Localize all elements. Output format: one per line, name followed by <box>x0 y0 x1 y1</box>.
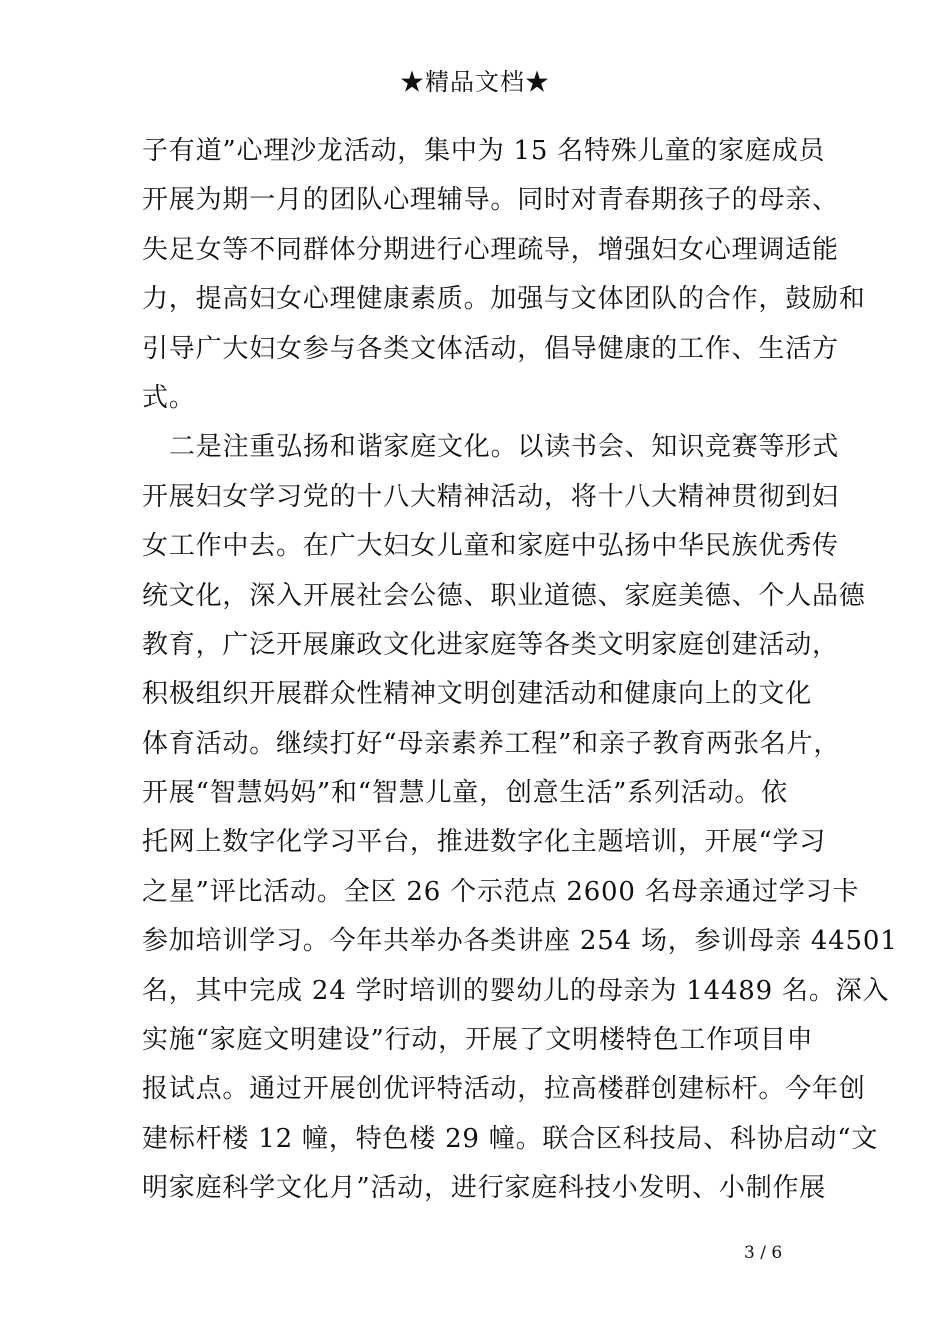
text-line: 参加培训学习。今年共举办各类讲座 254 场，参训母亲 44501 <box>142 926 898 957</box>
document-header-title: ★精品文档★ <box>400 68 550 96</box>
text-line: 建标杆楼 12 幢，特色楼 29 幢。联合区科技局、科协启动“文 <box>142 1123 879 1154</box>
text-line: 体育活动。继续打好“母亲素养工程”和亲子教育两张名片， <box>142 728 841 759</box>
text-line: 力，提高妇女心理健康素质。加强与文体团队的合作，鼓励和 <box>142 284 866 315</box>
text-line: 之星”评比活动。全区 26 个示范点 2600 名母亲通过学习卡 <box>142 876 860 907</box>
text-line: 实施“家庭文明建设”行动，开展了文明楼特色工作项目申 <box>142 1025 814 1056</box>
paragraph-start-line: 二是注重弘扬和谐家庭文化。以读书会、知识竞赛等形式 <box>169 432 840 463</box>
text-line: 失足女等不同群体分期进行心理疏导，增强妇女心理调适能 <box>142 234 839 265</box>
text-line: 开展妇女学习党的十八大精神活动，将十八大精神贯彻到妇 <box>142 481 839 512</box>
text-line: 统文化，深入开展社会公德、职业道德、家庭美德、个人品德 <box>142 580 866 611</box>
text-line: 式。 <box>142 382 196 413</box>
text-line: 女工作中去。在广大妇女儿童和家庭中弘扬中华民族优秀传 <box>142 531 839 562</box>
text-line: 名，其中完成 24 学时培训的婴幼儿的母亲为 14489 名。深入 <box>142 975 890 1006</box>
text-line: 开展为期一月的团队心理辅导。同时对青春期孩子的母亲、 <box>142 185 839 216</box>
text-line: 引导广大妇女参与各类文体活动，倡导健康的工作、生活方 <box>142 333 839 364</box>
page-number: 3 / 6 <box>744 1243 783 1263</box>
text-line: 教育，广泛开展廉政文化进家庭等各类文明家庭创建活动， <box>142 629 839 660</box>
text-line: 报试点。通过开展创优评特活动，拉高楼群创建标杆。今年创 <box>142 1074 866 1105</box>
text-line: 子有道”心理沙龙活动，集中为 15 名特殊儿童的家庭成员 <box>142 136 826 166</box>
text-line: 积极组织开展群众性精神文明创建活动和健康向上的文化 <box>142 679 813 710</box>
document-body <box>142 127 898 1214</box>
text-line: 托网上数字化学习平台，推进数字化主题培训，开展“学习 <box>142 827 827 858</box>
text-line: 明家庭科学文化月”活动，进行家庭科技小发明、小制作展 <box>142 1173 827 1204</box>
text-line: 开展“智慧妈妈”和“智慧儿童，创意生活”系列活动。依 <box>142 778 788 809</box>
